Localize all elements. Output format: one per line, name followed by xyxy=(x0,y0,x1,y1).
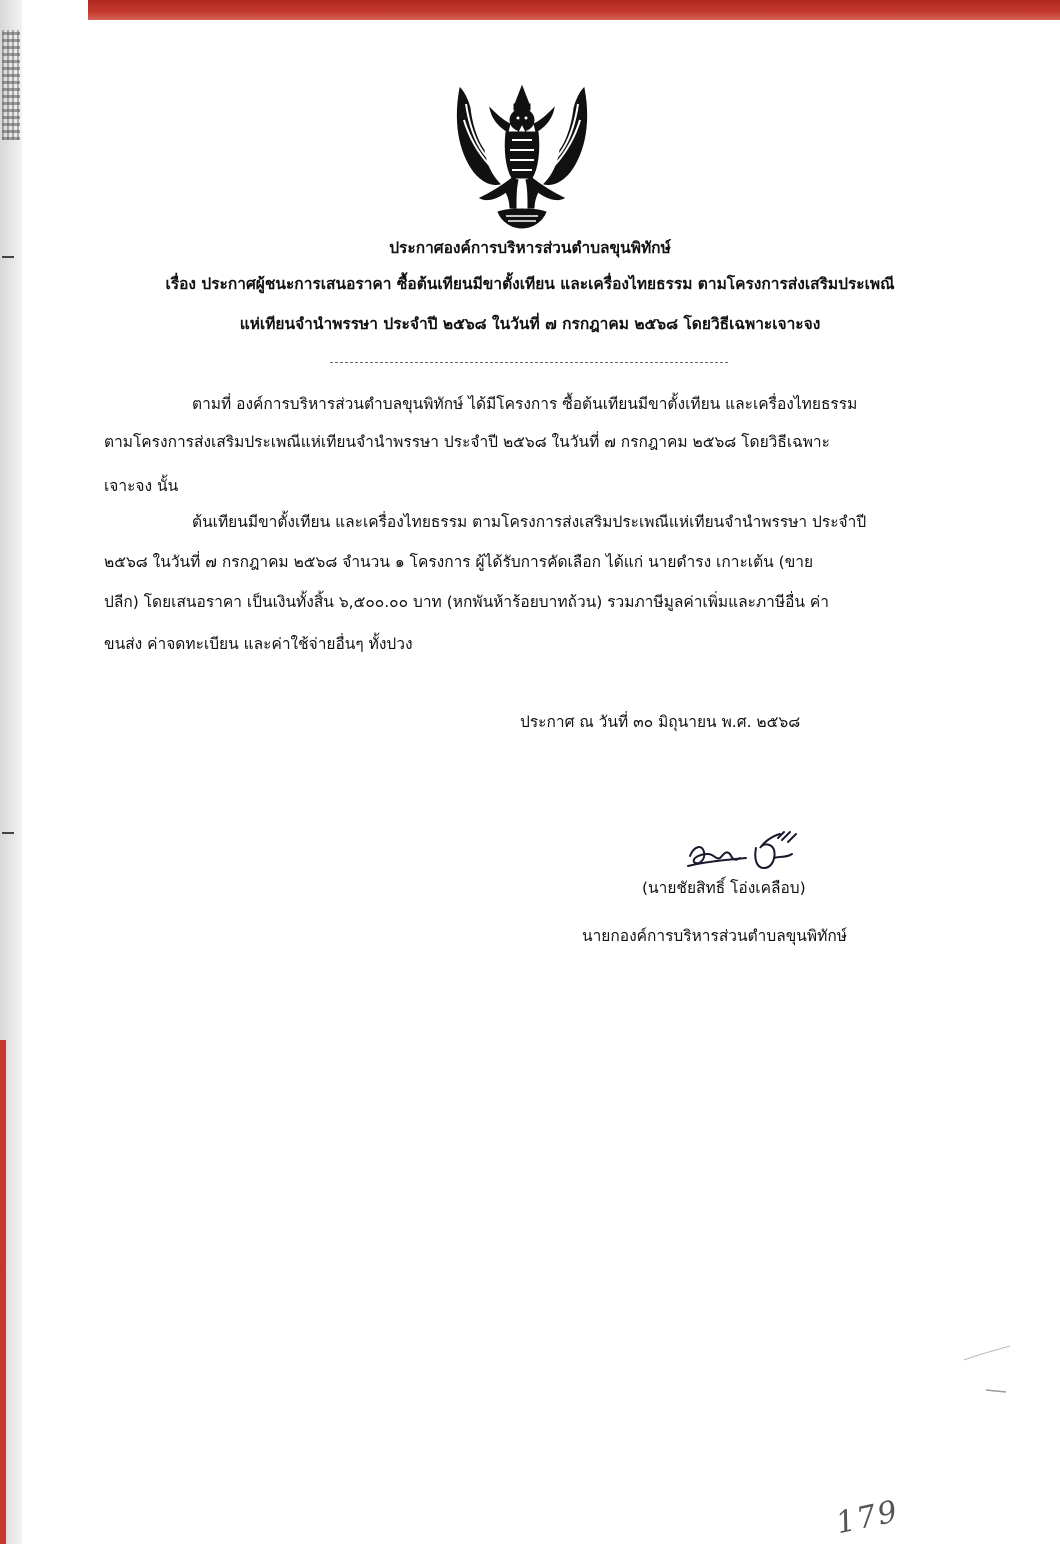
para2-line-3: ปลีก) โดยเสนอราคา เป็นเงินทั้งสิ้น ๖,๕๐๐.๐๐ บาท (หกพันห้าร้อยบาทถ้วน) รวมภาษีมูลค่าเพิ่มและภาษีอื่น ค่า xyxy=(104,593,829,611)
agency-title: ประกาศองค์การบริหารส่วนตำบลขุนพิทักษ์ xyxy=(389,239,671,257)
subject-line-2: แห่เทียนจำนำพรรษา ประจำปี ๒๕๖๘ ในวันที่ ๗ กรกฎาคม ๒๕๖๘ โดยวิธีเฉพาะเจาะจง xyxy=(239,315,821,333)
para1-line-1: ตามที่ องค์การบริหารส่วนตำบลขุนพิทักษ์ ได้มีโครงการ ซื้อต้นเทียนมีขาตั้งเทียน และเครื่องไทยธรรม xyxy=(192,395,858,413)
para1-line-3: เจาะจง นั้น xyxy=(104,477,179,495)
scan-margin-tick xyxy=(2,832,14,834)
para1-line-2: ตามโครงการส่งเสริมประเพณีแห่เทียนจำนำพรรษา ประจำปี ๒๕๖๘ ในวันที่ ๗ กรกฎาคม ๒๕๖๘ โดยวิธีเฉพาะ xyxy=(104,433,830,451)
signatory-name: (นายชัยสิทธิ์ โอ่งเคลือบ) xyxy=(642,879,806,897)
para2-line-2: ๒๕๖๘ ในวันที่ ๗ กรกฎาคม ๒๕๖๘ จำนวน ๑ โครงการ ผู้ได้รับการคัดเลือก ได้แก่ นายดำรง เกาะเต้น (ขาย xyxy=(104,553,814,571)
subject-line-1: เรื่อง ประกาศผู้ชนะการเสนอราคา ซื้อต้นเทียนมีขาตั้งเทียน และเครื่องไทยธรรม ตามโครงการส่งเสริมประเพณี xyxy=(165,275,895,293)
scan-pencil-mark xyxy=(960,1340,1020,1400)
header-divider xyxy=(330,362,728,363)
para2-line-1: ต้นเทียนมีขาตั้งเทียน และเครื่องไทยธรรม ตามโครงการส่งเสริมประเพณีแห่เทียนจำนำพรรษา ประจำปี xyxy=(192,513,867,531)
scan-left-red-edge xyxy=(0,1040,6,1544)
garuda-emblem-icon xyxy=(452,80,592,230)
scan-red-folder-edge xyxy=(88,0,1060,20)
signatory-position: นายกองค์การบริหารส่วนตำบลขุนพิทักษ์ xyxy=(582,927,847,945)
announcement-date: ประกาศ ณ วันที่ ๓๐ มิถุนายน พ.ศ. ๒๕๖๘ xyxy=(520,713,801,731)
handwritten-page-number: 179 xyxy=(833,1493,903,1542)
handwritten-signature xyxy=(684,828,814,874)
para2-line-4: ขนส่ง ค่าจดทะเบียน และค่าใช้จ่ายอื่นๆ ทั้งปวง xyxy=(104,635,413,653)
scan-noise-pattern xyxy=(2,30,20,140)
